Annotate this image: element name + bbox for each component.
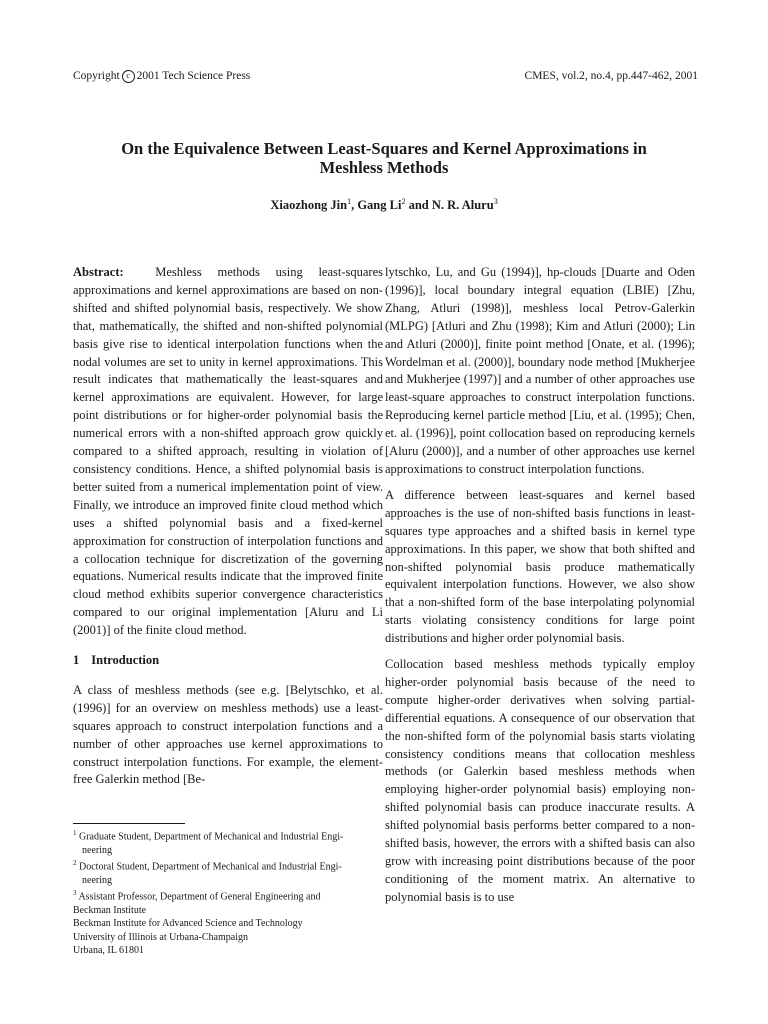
paper-title [80,139,688,177]
footnote-2-cont: neering [82,874,112,886]
right-column [385,264,695,915]
abstract [73,264,383,640]
author-affiliation-mark: 1 [347,197,352,206]
footnote-address-3: Urbana, IL 61801 [73,945,144,957]
author-name: Gang Li [357,198,402,213]
copyright-notice: Copyright c 2001 Tech Science Press [73,70,251,82]
footnote-3-cont: Beckman Institute [73,905,147,917]
author-list: Xiaozhong Jin$^1$, Gang Li$^2$ and N. R. Aluru$^3$ [270,197,498,213]
copyright-icon: c [122,70,135,83]
title-line-1: On the Equivalence Between Least-Squares and Kernel Approximations in [121,139,647,158]
footnote-divider [73,823,185,824]
footnote-address-1: Beckman Institute for Advanced Science and Technology [73,918,303,930]
footnotes [73,823,383,958]
section-heading-introduction [73,652,383,670]
abstract-label: Abstract: [73,265,124,279]
abstract-text: Meshless methods using least-squares approximations and kernel approximations are based on non-shifted and shifted polynomial basis, respectively. We show that, mathematically, the shifted and non-shifted polynomial basis give rise to identical interpolation functions when the nodal volumes are set to unity in kernel approximations. This result indicates that mathematically the least-squares and kernel approximations are equivalent. However, for large point distributions or for higher-order polynomial basis the numerical errors with a non-shifted approach grow quickly compared to a shifted approach, resulting in violation of consistency conditions. Hence, a shifted polynomial basis is better suited from a numerical implementation point of view. Finally, we introduce an improved finite cloud method which uses a shifted polynomial basis and a fixed-kernel approximation for construction of interpolation functions and a collocation technique for discretization of the governing equations. Numerical results indicate that the improved finite cloud method exhibits superior convergence characteristics compared to our original implementation [Aluru and Li (2001)] of the finite cloud method. [73,265,384,638]
footnote-1: $^1$ Graduate Student, Department of Mechanical and Industrial Engi- [73,829,344,843]
author-affiliation-mark: 2 [401,197,406,206]
footnote-3: $^3$ Assistant Professor, Department of General Engineering and [73,889,321,903]
author-name: Xiaozhong Jin [270,198,348,213]
author-affiliation-mark: 3 [493,197,498,206]
intro-paragraph-2: A difference between least-squares and kernel based approaches is the use of non-shifted basis functions in least-squares type approaches and a shifted basis in kernel type approximations. In this paper, we show that both shifted and non-shifted polynomial basis produce mathematically equivalent interpolation functions. However, we also show that a non-shifted form of the base interpolating polynomial starts violating consistency conditions for large point distributions and higher order polynomial basis. [385,487,695,646]
intro-paragraph-3: Collocation based meshless methods typically employ higher-order polynomial basis because of the need to compute higher-order derivatives when solving partial-differential equations. A consequence of our observation that the non-shifted form of the polynomial basis starts violating consistency conditions means that collocation meshless methods (or Galerkin based meshless methods when employing higher-order polynomial basis) employing non-shifted polynomial basis can produce inaccurate results. A shifted polynomial basis performs better compared to a non-shifted basis, however, the errors with a shifted basis can also grow with increasing point distributions because of the poor conditioning of the moment matrix. An alternative to polynomial basis is to use [385,657,695,904]
footnote-address-2: University of Illinois at Urbana-Champaign [73,931,248,943]
left-column [73,264,383,797]
footnote-2: $^2$ Doctoral Student, Department of Mechanical and Industrial Engi- [73,859,342,873]
intro-paragraph-1-cont: lytschko, Lu, and Gu (1994)], hp-clouds [Duarte and Oden (1996)], local boundary integral equation (LBIE) [Zhu, Zhang, Atluri (1998)], meshless local Petrov-Galerkin (MLPG) [Atluri and Zhu (1998); Kim and Atluri (2000); Lin and Atluri (2000)], finite point method [Onate, et al. (1996); Wordelman et al. (2000)], boundary node method [Mukherjee and Mukherjee (1997)] and a number of other approaches use least-square approaches to construct interpolation functions. Reproducing kernel particle method [Liu, et al. (1995); Chen, et. al. (1996)], point collocation based on reproducing kernels [Aluru (2000)], and a number of other approaches use kernel approximations to construct interpolation functions. [385,265,695,476]
section-number: 1 [73,653,80,668]
page-header [73,70,698,83]
title-line-2: Meshless Methods [319,158,449,177]
section-title: Introduction [91,653,160,668]
journal-reference: CMES, vol.2, no.4, pp.447-462, 2001 [524,70,698,82]
author-name: N. R. Aluru [431,198,494,213]
footnote-1-cont: neering [82,844,112,856]
intro-paragraph-1-start: A class of meshless methods (see e.g. [Belytschko, et al. (1996)] for an overview on meshless methods) use a least-squares approach to construct interpolation functions and a number of other approaches use kernel approximations to construct interpolation functions. For example, the element-free Galerkin method [Be- [73,682,383,787]
